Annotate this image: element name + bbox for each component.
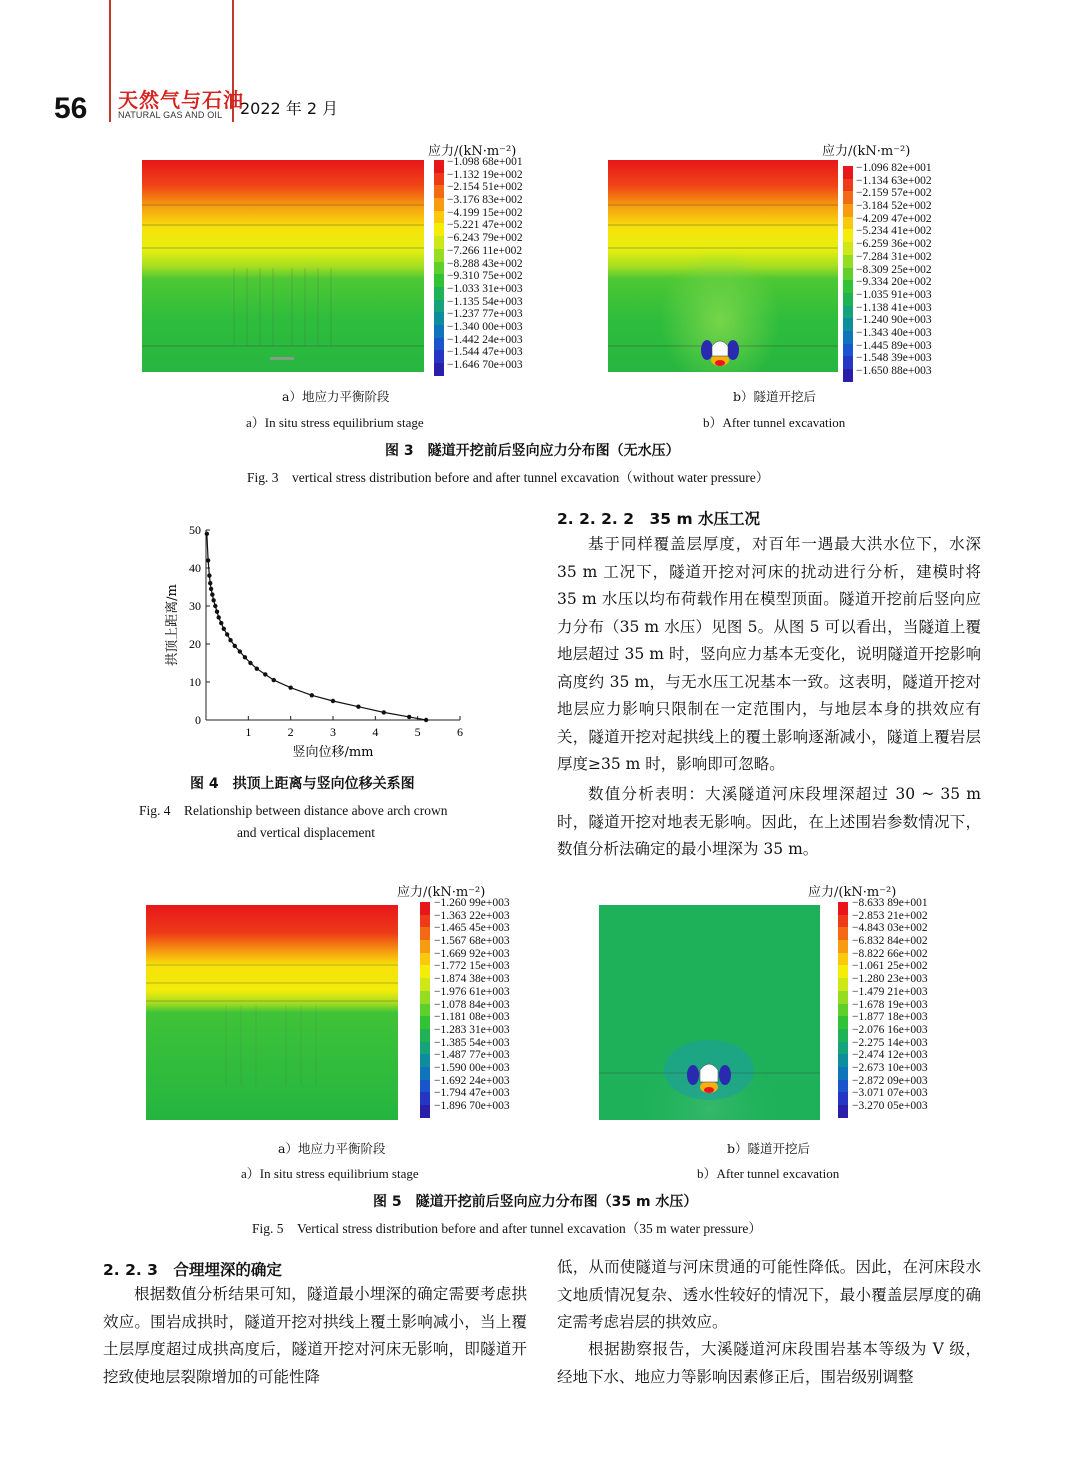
data-point — [263, 672, 267, 676]
colorbar-swatch — [434, 249, 444, 262]
colorbar-swatch — [420, 1105, 430, 1118]
colorbar-swatch — [434, 262, 444, 275]
colorbar-swatch — [838, 902, 848, 915]
fig5a-colorbar-ticks — [434, 897, 510, 1113]
colorbar-swatch — [843, 331, 853, 344]
fig5b-colorbar — [838, 902, 848, 1118]
data-point — [215, 610, 219, 614]
colorbar-tick-label: −1.283 31e+003 — [434, 1023, 510, 1036]
colorbar-tick-label: −5.234 41e+002 — [856, 225, 932, 238]
colorbar-swatch — [420, 902, 430, 915]
fig3a-contour-plot — [142, 160, 424, 372]
section-223-paragraph-1: 根据数值分析结果可知，隧道最小埋深的确定需要考虑拱效应。围岩成拱时，隧道开挖对拱线上覆土影响减小，当上覆土层厚度超过成拱高度后，隧道开挖对河床无影响，即隧道开挖致使地层裂隙增加的可能性降 — [103, 1285, 527, 1386]
colorbar-swatch — [434, 287, 444, 300]
colorbar-tick-label: −1.237 77e+003 — [447, 308, 523, 321]
data-point — [424, 718, 428, 722]
colorbar-swatch — [434, 338, 444, 351]
colorbar-tick-label: −4.209 47e+002 — [856, 212, 932, 225]
colorbar-swatch — [838, 965, 848, 978]
x-tick-label: 3 — [330, 725, 336, 739]
x-tick-label: 2 — [287, 725, 294, 739]
fig5a-caption-en: a）In situ stress equilibrium stage — [241, 1166, 419, 1181]
colorbar-swatch — [838, 1016, 848, 1029]
fig5b-contour-plot — [599, 905, 820, 1120]
colorbar-tick-label: −7.284 31e+002 — [856, 250, 932, 263]
data-point — [209, 587, 213, 591]
data-point — [248, 661, 252, 665]
fig5-caption-en: Fig. 5 Vertical stress distribution before and after tunnel excavation（35 m water pressure） — [252, 1221, 762, 1236]
colorbar-swatch — [420, 1004, 430, 1017]
y-axis-label: 拱顶上距离/m — [165, 584, 180, 666]
fig5b-caption-en: b）After tunnel excavation — [697, 1166, 840, 1181]
fig5a-contour-plot — [146, 905, 398, 1120]
colorbar-tick-label: −1.343 40e+003 — [856, 326, 932, 339]
fig3b-colorbar — [843, 166, 853, 382]
data-point — [211, 598, 215, 602]
fig5-caption-cn: 图 5 隧道开挖前后竖向应力分布图（35 m 水压） — [373, 1194, 698, 1210]
journal-title-en: NATURAL GAS AND OIL — [118, 110, 223, 120]
page-number: 56 — [54, 92, 88, 125]
colorbar-swatch — [420, 915, 430, 928]
data-point — [407, 715, 411, 719]
colorbar-swatch — [434, 223, 444, 236]
colorbar-swatch — [843, 356, 853, 369]
colorbar-tick-label: −9.334 20e+002 — [856, 276, 932, 289]
colorbar-swatch — [434, 211, 444, 224]
colorbar-tick-label: −6.243 79e+002 — [447, 232, 523, 245]
colorbar-tick-label: −9.310 75e+002 — [447, 270, 523, 283]
colorbar-swatch — [838, 1054, 848, 1067]
colorbar-tick-label: −3.184 52e+002 — [856, 200, 932, 213]
colorbar-tick-label: −1.240 90e+003 — [856, 314, 932, 327]
colorbar-swatch — [434, 173, 444, 186]
fig5a-legend-title: 应力/(kN·m⁻²) — [397, 885, 486, 900]
colorbar-tick-label: −1.692 24e+003 — [434, 1074, 510, 1087]
x-tick-label: 1 — [245, 725, 252, 739]
data-point — [219, 621, 223, 625]
colorbar-swatch — [838, 940, 848, 953]
data-point — [238, 649, 242, 653]
colorbar-swatch — [838, 1080, 848, 1093]
colorbar-swatch — [434, 236, 444, 249]
data-point — [222, 627, 226, 631]
colorbar-swatch — [843, 306, 853, 319]
colorbar-swatch — [838, 1067, 848, 1080]
colorbar-swatch — [420, 940, 430, 953]
x-axis-label: 竖向位移/mm — [292, 745, 374, 760]
section-2222-paragraph-1: 基于同样覆盖层厚度，对百年一遇最大洪水位下，水深 35 m 工况下，隧道开挖对河床的扰动进行分析，建模时将 35 m 水压以均布荷载作用在模型顶面。隧道开挖前后竖向应力分布（35 m 水压）见图 5。从图 5 可以看出，当隧道上覆地层超过 35 m 时，竖向应力基本无变化，说明隧道开挖影响高度约 35 m，与无水压工况基本一致。这表明，隧道开挖对地层应力影响只限制在一定范围内，与地层本身的拱效应有关，隧道开挖对起拱线上的覆土影响逐渐减小，隧道上覆岩层厚度≥35 m 时，影响即可忽略。 — [557, 535, 981, 773]
colorbar-tick-label: −1.590 00e+003 — [434, 1061, 510, 1074]
colorbar-tick-label: −2.159 57e+002 — [856, 187, 932, 200]
y-tick-label: 10 — [189, 675, 201, 689]
colorbar-swatch — [420, 1016, 430, 1029]
colorbar-swatch — [838, 978, 848, 991]
colorbar-swatch — [420, 1067, 430, 1080]
colorbar-swatch — [434, 160, 444, 173]
data-point — [272, 678, 276, 682]
colorbar-swatch — [420, 1080, 430, 1093]
colorbar-tick-label: −1.098 68e+001 — [447, 156, 523, 168]
colorbar-tick-label: −1.135 54e+003 — [447, 295, 523, 308]
colorbar-swatch — [420, 1054, 430, 1067]
y-tick-label: 20 — [189, 637, 201, 651]
data-point — [213, 604, 217, 608]
data-point — [217, 615, 221, 619]
colorbar-tick-label: −2.154 51e+002 — [447, 181, 523, 194]
colorbar-tick-label: −2.673 10e+003 — [852, 1061, 928, 1074]
colorbar-swatch — [843, 369, 853, 382]
colorbar-tick-label: −1.035 91e+003 — [856, 288, 932, 301]
fig4-caption-en-2: and vertical displacement — [237, 825, 375, 840]
colorbar-tick-label: −1.646 70e+003 — [447, 359, 523, 371]
colorbar-swatch — [420, 965, 430, 978]
colorbar-swatch — [843, 318, 853, 331]
fig4-caption-en-1: Fig. 4 Relationship between distance above arch crown — [139, 803, 448, 818]
fig5b-legend-title: 应力/(kN·m⁻²) — [808, 885, 897, 900]
colorbar-swatch — [838, 953, 848, 966]
colorbar-swatch — [838, 1004, 848, 1017]
colorbar-tick-label: −6.259 36e+002 — [856, 238, 932, 251]
colorbar-tick-label: −1.445 89e+003 — [856, 339, 932, 352]
fig5b-caption-cn: b）隧道开挖后 — [727, 1141, 811, 1156]
colorbar-tick-label: −1.669 92e+003 — [434, 947, 510, 960]
colorbar-swatch — [838, 915, 848, 928]
colorbar-tick-label: −5.221 47e+002 — [447, 219, 523, 232]
y-tick-label: 30 — [189, 599, 201, 613]
data-point — [205, 532, 209, 536]
colorbar-swatch — [838, 927, 848, 940]
colorbar-swatch — [843, 217, 853, 230]
colorbar-swatch — [434, 185, 444, 198]
colorbar-tick-label: −1.544 47e+003 — [447, 346, 523, 359]
colorbar-tick-label: −1.567 68e+003 — [434, 935, 510, 948]
colorbar-tick-label: −4.843 03e+002 — [852, 922, 928, 935]
colorbar-tick-label: −1.363 22e+003 — [434, 909, 510, 922]
colorbar-tick-label: −2.853 21e+002 — [852, 909, 928, 922]
colorbar-tick-label: −1.650 88e+003 — [856, 365, 932, 377]
colorbar-tick-label: −6.832 84e+002 — [852, 935, 928, 948]
data-point — [243, 655, 247, 659]
fig4-line-chart — [158, 518, 478, 764]
colorbar-swatch — [434, 198, 444, 211]
fig3-caption-en: Fig. 3 vertical stress distribution before and after tunnel excavation（without water pressure） — [247, 470, 770, 485]
colorbar-swatch — [420, 953, 430, 966]
colorbar-swatch — [843, 191, 853, 204]
data-point — [210, 592, 214, 596]
colorbar-tick-label: −1.061 25e+002 — [852, 960, 928, 973]
data-point — [382, 710, 386, 714]
colorbar-swatch — [838, 1105, 848, 1118]
colorbar-tick-label: −1.134 63e+002 — [856, 174, 932, 187]
colorbar-swatch — [843, 280, 853, 293]
fig3a-caption-en: a）In situ stress equilibrium stage — [246, 415, 424, 430]
fig4-caption-cn: 图 4 拱顶上距离与竖向位移关系图 — [190, 776, 415, 792]
colorbar-tick-label: −2.474 12e+003 — [852, 1049, 928, 1062]
data-point — [206, 558, 210, 562]
colorbar-swatch — [843, 229, 853, 242]
colorbar-tick-label: −1.132 19e+002 — [447, 168, 523, 181]
colorbar-tick-label: −2.872 09e+003 — [852, 1074, 928, 1087]
fig5a-colorbar — [420, 902, 430, 1118]
colorbar-tick-label: −1.181 08e+003 — [434, 1011, 510, 1024]
fig3b-contour-plot — [608, 160, 838, 372]
x-tick-label: 6 — [457, 725, 463, 739]
colorbar-tick-label: −1.487 77e+003 — [434, 1049, 510, 1062]
fig3a-legend-title: 应力/(kN·m⁻²) — [428, 144, 517, 159]
data-point — [356, 705, 360, 709]
data-point — [331, 699, 335, 703]
y-tick-label: 50 — [189, 523, 201, 537]
fig5b-colorbar-ticks — [852, 897, 928, 1113]
colorbar-swatch — [420, 1092, 430, 1105]
section-2222-paragraph-2: 数值分析表明：大溪隧道河床段埋深超过 30 ~ 35 m 时，隧道开挖对地表无影响。因此，在上述围岩参数情况下，数值分析法确定的最小埋深为 35 m。 — [557, 785, 981, 858]
x-tick-label: 5 — [414, 725, 421, 739]
colorbar-swatch — [434, 363, 444, 376]
colorbar-tick-label: −1.896 70e+003 — [434, 1100, 510, 1112]
colorbar-tick-label: −1.772 15e+003 — [434, 960, 510, 973]
colorbar-tick-label: −1.096 82e+001 — [856, 162, 932, 174]
colorbar-tick-label: −1.678 19e+003 — [852, 998, 928, 1011]
header-rule-left — [109, 0, 111, 122]
colorbar-tick-label: −8.288 43e+002 — [447, 257, 523, 270]
colorbar-swatch — [434, 325, 444, 338]
colorbar-swatch — [838, 1092, 848, 1105]
section-223-title: 2. 2. 3 合理埋深的确定 — [103, 1261, 282, 1279]
colorbar-tick-label: −1.078 84e+003 — [434, 998, 510, 1011]
x-tick-label: 4 — [372, 725, 379, 739]
colorbar-swatch — [434, 350, 444, 363]
fig3b-caption-cn: b）隧道开挖后 — [733, 389, 817, 404]
data-point — [208, 581, 212, 585]
colorbar-tick-label: −4.199 15e+002 — [447, 206, 523, 219]
colorbar-tick-label: −1.479 21e+003 — [852, 985, 928, 998]
colorbar-tick-label: −1.877 18e+003 — [852, 1011, 928, 1024]
colorbar-tick-label: −8.822 66e+002 — [852, 947, 928, 960]
colorbar-tick-label: −1.260 99e+003 — [434, 897, 510, 909]
colorbar-swatch — [838, 1029, 848, 1042]
section-223-paragraph-2: 低，从而使隧道与河床贯通的可能性降低。因此，在河床段水文地质情况复杂、透水性较好的情况下，最小覆盖层厚度的确定需考虑岩层的拱效应。 — [557, 1258, 981, 1331]
colorbar-tick-label: −2.275 14e+003 — [852, 1036, 928, 1049]
y-tick-label: 40 — [189, 561, 201, 575]
colorbar-swatch — [843, 268, 853, 281]
colorbar-tick-label: −1.465 45e+003 — [434, 922, 510, 935]
colorbar-tick-label: −1.874 38e+003 — [434, 973, 510, 986]
colorbar-swatch — [434, 300, 444, 313]
data-point — [255, 667, 259, 671]
section-223-paragraph-3: 根据勘察报告，大溪隧道河床段围岩基本等级为 V 级，经地下水、地应力等影响因素修正后，围岩级别调整 — [557, 1340, 981, 1386]
journal-title-cn: 天然气与石油 — [118, 88, 244, 112]
colorbar-swatch — [843, 255, 853, 268]
colorbar-swatch — [838, 1042, 848, 1055]
y-tick-label: 0 — [195, 713, 201, 727]
colorbar-tick-label: −3.270 05e+003 — [852, 1100, 928, 1112]
colorbar-swatch — [843, 242, 853, 255]
colorbar-swatch — [420, 1029, 430, 1042]
colorbar-swatch — [843, 344, 853, 357]
colorbar-tick-label: −1.385 54e+003 — [434, 1036, 510, 1049]
colorbar-swatch — [843, 166, 853, 179]
fig3a-colorbar — [434, 160, 444, 376]
data-point — [228, 638, 232, 642]
fig3a-colorbar-ticks — [447, 156, 523, 372]
data-point — [225, 632, 229, 636]
colorbar-tick-label: −2.076 16e+003 — [852, 1023, 928, 1036]
colorbar-swatch — [420, 978, 430, 991]
series-line — [207, 534, 426, 720]
fig3b-colorbar-ticks — [856, 162, 932, 378]
colorbar-swatch — [434, 312, 444, 325]
colorbar-swatch — [843, 179, 853, 192]
colorbar-swatch — [843, 204, 853, 217]
fig3-caption-cn: 图 3 隧道开挖前后竖向应力分布图（无水压） — [385, 443, 680, 459]
fig3a-caption-cn: a）地应力平衡阶段 — [282, 389, 390, 404]
colorbar-tick-label: −3.176 83e+002 — [447, 194, 523, 207]
colorbar-tick-label: −1.033 31e+003 — [447, 282, 523, 295]
colorbar-tick-label: −1.340 00e+003 — [447, 320, 523, 333]
colorbar-swatch — [843, 293, 853, 306]
colorbar-tick-label: −1.976 61e+003 — [434, 985, 510, 998]
colorbar-swatch — [420, 1042, 430, 1055]
colorbar-tick-label: −1.442 24e+003 — [447, 333, 523, 346]
colorbar-tick-label: −1.138 41e+003 — [856, 301, 932, 314]
colorbar-swatch — [838, 991, 848, 1004]
colorbar-tick-label: −8.633 89e+001 — [852, 897, 928, 909]
colorbar-tick-label: −8.309 25e+002 — [856, 263, 932, 276]
colorbar-swatch — [420, 991, 430, 1004]
colorbar-tick-label: −3.071 07e+003 — [852, 1087, 928, 1100]
colorbar-tick-label: −7.266 11e+002 — [447, 244, 523, 257]
section-2222-title: 2. 2. 2. 2 35 m 水压工况 — [557, 510, 761, 528]
fig3b-legend-title: 应力/(kN·m⁻²) — [822, 144, 911, 159]
fig3b-caption-en: b）After tunnel excavation — [703, 415, 846, 430]
data-point — [288, 686, 292, 690]
fig5a-caption-cn: a）地应力平衡阶段 — [278, 1141, 386, 1156]
colorbar-tick-label: −1.548 39e+003 — [856, 352, 932, 365]
data-point — [207, 573, 211, 577]
colorbar-tick-label: −1.794 47e+003 — [434, 1087, 510, 1100]
data-point — [310, 693, 314, 697]
data-point — [233, 644, 237, 648]
colorbar-tick-label: −1.280 23e+003 — [852, 973, 928, 986]
issue-date: 2022 年 2 月 — [240, 99, 339, 118]
colorbar-swatch — [420, 927, 430, 940]
colorbar-swatch — [434, 274, 444, 287]
